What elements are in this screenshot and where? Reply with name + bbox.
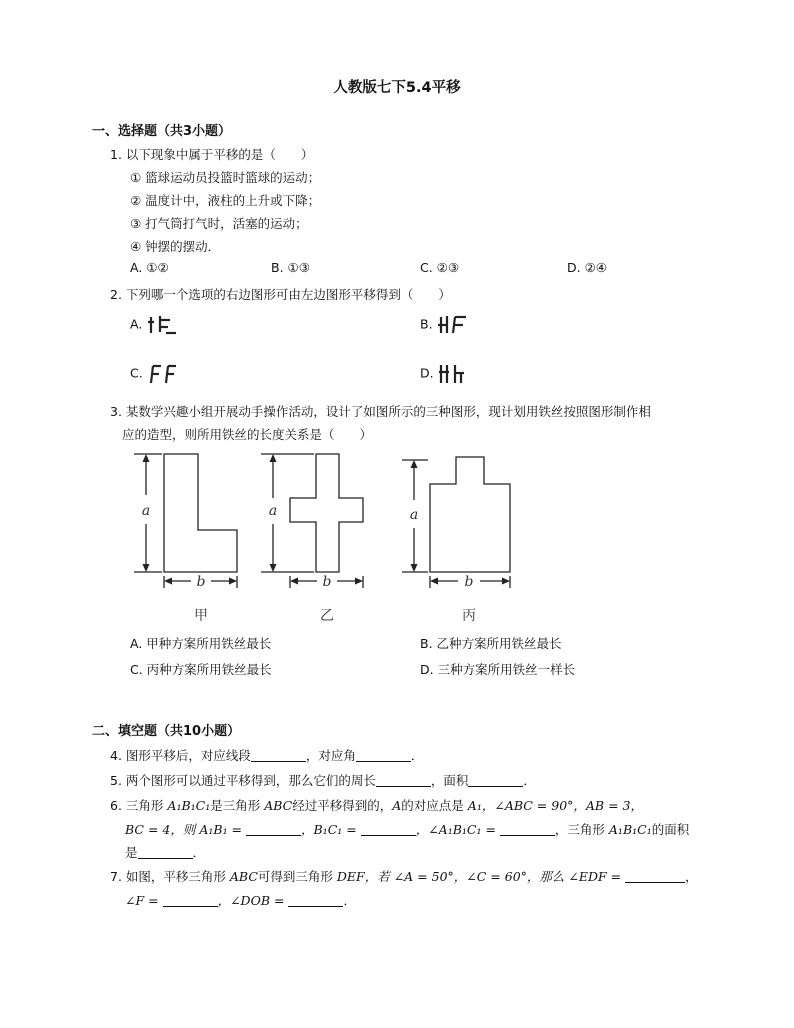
section-heading-fill: 二、填空题（共10小题） [92, 724, 241, 739]
q6-math: BC = 4，则 [125, 822, 200, 837]
answer-blank[interactable] [500, 823, 555, 836]
q7-text: 可得到三角形 [257, 869, 333, 884]
section-heading-choice: 一、选择题（共3小题） [92, 124, 232, 139]
answer-blank[interactable] [356, 749, 411, 762]
q7-math: ，∠DOB = [217, 893, 289, 908]
q6-line2 [125, 820, 689, 838]
label-a-bing: a [409, 507, 419, 523]
label-b-bing: b [464, 574, 474, 590]
q2-option-a [130, 313, 178, 337]
q3-option-b: B. 乙种方案所用铁丝最长 [420, 636, 562, 651]
q7-math: ∠F = [125, 893, 163, 908]
label-a-jia: a [141, 503, 151, 519]
answer-blank[interactable] [361, 823, 416, 836]
shape-yi [290, 454, 363, 572]
q2-option-d-label: D. [420, 365, 434, 381]
q1-option-c: C. ②③ [420, 260, 460, 275]
answer-blank[interactable] [468, 774, 523, 787]
page-title: 人教版七下5.4平移 [333, 80, 461, 96]
answer-blank[interactable] [163, 894, 218, 907]
q3-option-a: A. 甲种方案所用铁丝最长 [130, 636, 272, 651]
q2-option-b [420, 313, 469, 337]
q6-math: ，∠A₁B₁C₁ = [415, 822, 500, 837]
q5-text: ． [523, 773, 536, 788]
q1-option-d: D. ②④ [567, 260, 607, 275]
q4 [110, 746, 423, 764]
q6-text: 是三角形 [210, 798, 261, 813]
q3-option-c: C. 丙种方案所用铁丝最长 [130, 662, 272, 677]
q6-line3 [125, 843, 205, 861]
q6-text: 三角形 [125, 798, 164, 813]
q3-stem-line2: 应的造型，则所用铁丝的长度关系是（ ） [122, 427, 373, 442]
letter-pair-c-icon [147, 362, 179, 386]
q6-math: A₁ [467, 798, 482, 813]
letter-pair-a-icon [146, 313, 178, 337]
q4-text: ． [410, 748, 424, 763]
shape-bing [430, 457, 510, 572]
q2-stem: 2. 下列哪一个选项的右边图形可由左边图形平移得到（ ） [110, 287, 451, 302]
q1-option-a: A. ①② [130, 260, 169, 275]
q6-math: ABC [264, 798, 293, 813]
caption-bing: 丙 [462, 608, 476, 624]
answer-blank[interactable] [288, 894, 343, 907]
q2-option-c [130, 362, 179, 386]
q6-math: ，∠ABC = 90°，AB = 3， [481, 798, 643, 813]
q1-item: ④ 钟摆的摆动． [130, 239, 221, 254]
q6-math: ，B₁C₁ = [301, 822, 361, 837]
q1-item: ② 温度计中，液柱的上升或下降； [130, 193, 321, 208]
q3-option-d: D. 三种方案所用铁丝一样长 [420, 662, 576, 677]
q2-option-a-label: A. [130, 316, 143, 332]
q4-text: 4. 图形平移后，对应线段 [110, 748, 251, 763]
label-b-jia: b [196, 574, 206, 590]
q6-text: 的对应点是 [401, 798, 464, 813]
q6-text: 的面积 [651, 822, 690, 837]
q5-text: 5. 两个图形可以通过平移得到，那么它们的周长 [110, 773, 376, 788]
q5 [110, 771, 536, 789]
q3-figure [128, 448, 528, 626]
answer-blank[interactable] [138, 846, 193, 859]
q7-text: ． [343, 893, 356, 908]
label-b-yi: b [322, 574, 332, 590]
q6-math: A₁B₁C₁ [608, 822, 652, 837]
q6-math: A [392, 798, 402, 813]
q4-text: ，对应角 [305, 748, 356, 763]
q6-text: ，三角形 [554, 822, 609, 837]
caption-jia: 甲 [194, 608, 208, 624]
caption-yi: 乙 [320, 608, 334, 624]
shape-jia [164, 454, 237, 572]
q1-stem: 1. 以下现象中属于平移的是（ ） [110, 147, 314, 162]
answer-blank[interactable] [246, 823, 301, 836]
q2-option-b-label: B. [420, 316, 433, 332]
q7-line1 [110, 867, 698, 885]
q7-line2 [125, 891, 356, 909]
q1-item: ① 篮球运动员投篮时篮球的运动； [130, 170, 321, 185]
answer-blank[interactable] [376, 774, 431, 787]
q6-text: ． [192, 845, 206, 860]
label-a-yi: a [268, 503, 278, 519]
q6-text: 经过平移得到的， [292, 798, 393, 813]
q7-text: 7. 如图，平移三角形 [110, 869, 226, 884]
q5-text: ，面积 [430, 773, 469, 788]
q6-text: 是 [125, 845, 138, 860]
q7-math: ABC [229, 869, 258, 884]
q2-option-d [420, 362, 470, 386]
q6-math: A₁B₁ = [199, 822, 246, 837]
q6-line1 [110, 796, 643, 814]
q7-text: ， [685, 869, 698, 884]
q7-math: DEF [336, 869, 365, 884]
q6-number: 6. [110, 798, 122, 813]
q1-option-b: B. ①③ [271, 260, 310, 275]
q2-option-c-label: C. [130, 365, 143, 381]
q3-stem-line1: 3. 某数学兴趣小组开展动手操作活动，设计了如图所示的三种图形，现计划用铁丝按照图形制作相 [110, 404, 651, 419]
q6-math: A₁B₁C₁ [167, 798, 211, 813]
q1-item: ③ 打气筒打气时，活塞的运动； [130, 216, 308, 231]
q7-math: ，若 ∠A = 50°，∠C = 60°，那么 ∠EDF = [364, 869, 626, 884]
answer-blank[interactable] [251, 749, 306, 762]
letter-pair-d-icon [438, 362, 470, 386]
answer-blank[interactable] [625, 870, 685, 883]
letter-pair-b-icon [437, 313, 469, 337]
